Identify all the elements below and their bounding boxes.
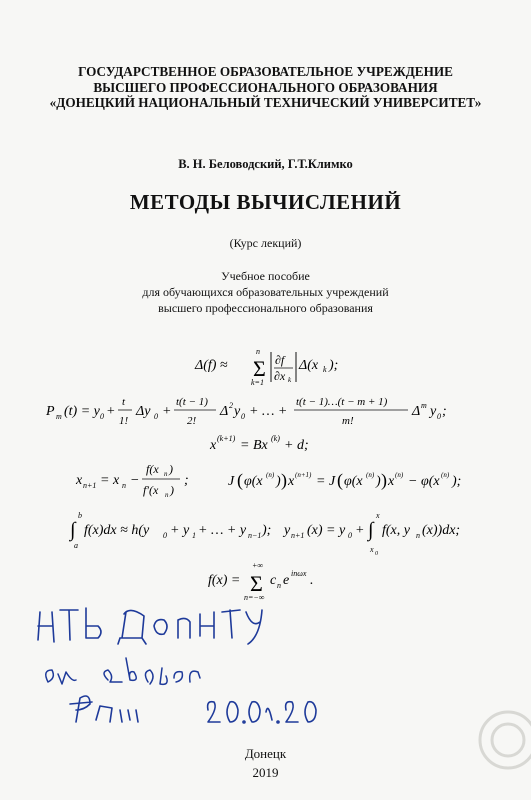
svg-text:x: x	[76, 473, 83, 488]
svg-text:f(x) =: f(x) =	[208, 573, 241, 588]
svg-text:P: P	[46, 404, 55, 419]
svg-text:(n+1): (n+1)	[295, 471, 312, 479]
svg-text:y: y	[284, 523, 291, 538]
svg-text:a: a	[74, 541, 78, 550]
svg-text:2!: 2!	[187, 415, 197, 427]
publication-year: 2019	[252, 765, 279, 780]
svg-text:k=1: k=1	[251, 378, 264, 387]
svg-text:n+1: n+1	[291, 531, 305, 540]
svg-text:n: n	[164, 470, 168, 478]
institution-line-1: ГОСУДАРСТВЕННОЕ ОБРАЗОВАТЕЛЬНОЕ УЧРЕЖДЕНИЕ	[78, 64, 453, 79]
svg-text:n: n	[277, 581, 281, 590]
publication-place: Донецк	[244, 746, 287, 761]
svg-text:y: y	[234, 404, 241, 419]
svg-text:0: 0	[437, 412, 441, 421]
svg-text:0: 0	[241, 412, 245, 421]
svg-text:t(t − 1): t(t − 1)	[176, 396, 208, 408]
authors: В. Н. Беловодский, Г.Т.Климко	[178, 157, 353, 171]
svg-text:(n): (n)	[266, 471, 275, 479]
handwritten-inscription	[30, 592, 330, 742]
svg-text:Σ: Σ	[250, 571, 263, 596]
svg-text:x: x	[370, 545, 374, 554]
svg-text:): )	[381, 470, 387, 490]
description-line-1: Учебное пособие	[221, 269, 310, 283]
svg-text:(n): (n)	[441, 471, 450, 479]
svg-text:(k+1): (k+1)	[217, 434, 236, 443]
svg-text:0: 0	[348, 531, 352, 540]
svg-text:;: ;	[442, 404, 447, 419]
svg-text:n: n	[165, 491, 169, 499]
svg-text:0: 0	[100, 412, 104, 421]
svg-text:(x))dx;: (x))dx;	[422, 523, 461, 538]
subtitle: (Курс лекций)	[229, 236, 302, 250]
svg-text:(: (	[337, 470, 343, 490]
svg-text:): )	[281, 470, 287, 490]
svg-text:n−1: n−1	[248, 531, 262, 540]
svg-text:−: −	[130, 473, 140, 488]
svg-text:x: x	[376, 511, 380, 520]
svg-text:(n): (n)	[366, 471, 375, 479]
svg-text:1!: 1!	[119, 415, 129, 427]
svg-text:(t) = y: (t) = y	[64, 404, 100, 419]
svg-text:+ … +: + … +	[249, 404, 288, 419]
svg-text:m!: m!	[342, 415, 354, 427]
svg-text:(: (	[237, 470, 243, 490]
svg-text:inωx: inωx	[291, 569, 307, 578]
svg-text:НТБ ДонНТУ: НТБ ДонНТУ	[30, 592, 36, 593]
svg-text:+ … + y: + … + y	[198, 523, 247, 538]
svg-text:Δ: Δ	[220, 404, 229, 419]
svg-text:− φ(x: − φ(x	[408, 474, 440, 489]
svg-text:x: x	[210, 438, 217, 453]
svg-text:1: 1	[192, 531, 196, 540]
svg-text:f(x, y: f(x, y	[382, 523, 410, 538]
svg-text:n=−∞: n=−∞	[244, 593, 265, 602]
svg-text:+: +	[355, 523, 365, 538]
svg-text:e: e	[283, 573, 290, 588]
svg-text:b: b	[78, 511, 82, 520]
svg-text:= J: = J	[316, 474, 336, 489]
svg-text:x: x	[388, 474, 395, 489]
svg-text:∂x: ∂x	[274, 369, 286, 383]
svg-text:∂f: ∂f	[275, 353, 285, 367]
svg-text:+ y: + y	[170, 523, 190, 538]
svg-text:);: );	[262, 523, 272, 538]
svg-text:(n): (n)	[395, 471, 404, 479]
svg-text:c: c	[270, 573, 277, 588]
svg-text:n+1: n+1	[83, 481, 97, 490]
svg-text:0: 0	[163, 531, 167, 540]
description	[0, 268, 531, 316]
svg-text:);: );	[329, 358, 339, 373]
institution-header	[0, 64, 531, 111]
svg-text:x: x	[288, 474, 295, 489]
svg-text:Δ(x: Δ(x	[299, 358, 319, 373]
svg-text:): )	[169, 462, 173, 476]
formula-newton-method	[76, 460, 206, 504]
svg-text:φ(x: φ(x	[344, 474, 363, 489]
svg-text:φ(x: φ(x	[244, 474, 263, 489]
svg-text:t(t − 1)…(t − m + 1): t(t − 1)…(t − m + 1)	[296, 396, 388, 408]
svg-text:);: );	[452, 474, 462, 489]
svg-text:Δ: Δ	[412, 404, 421, 419]
svg-text:Δ(f) ≈: Δ(f) ≈	[195, 358, 228, 373]
book-title: МЕТОДЫ ВЫЧИСЛЕНИЙ	[129, 190, 402, 214]
formula-rectangle-rule	[70, 508, 270, 552]
svg-text:m: m	[56, 412, 62, 421]
svg-text:+∞: +∞	[252, 561, 264, 570]
svg-text:): )	[170, 483, 174, 497]
svg-text:k: k	[288, 376, 292, 384]
svg-text:): )	[376, 474, 381, 489]
svg-text:f(x)dx ≈ h(y: f(x)dx ≈ h(y	[84, 523, 150, 538]
formula-newton-system	[228, 466, 468, 496]
svg-text:∫: ∫	[70, 519, 76, 541]
svg-text:n: n	[122, 481, 126, 490]
formula-error-estimate	[195, 340, 355, 390]
svg-text:+: +	[162, 404, 172, 419]
svg-text:): )	[276, 474, 281, 489]
svg-text:0: 0	[375, 551, 378, 557]
svg-text:.: .	[310, 573, 314, 588]
svg-text:n: n	[416, 531, 420, 540]
svg-text:t: t	[122, 396, 126, 408]
svg-text:J: J	[228, 474, 235, 489]
svg-text:y: y	[430, 404, 437, 419]
svg-text:f′(x: f′(x	[143, 483, 159, 497]
svg-text:= Bx: = Bx	[240, 438, 268, 453]
svg-text:= x: = x	[100, 473, 120, 488]
svg-text:n: n	[256, 347, 260, 356]
svg-text:k: k	[323, 365, 327, 374]
svg-text:2: 2	[229, 401, 233, 410]
institution-line-2: ВЫСШЕГО ПРОФЕССИОНАЛЬНОГО ОБРАЗОВАНИЯ	[93, 79, 438, 95]
svg-text:∫: ∫	[368, 519, 374, 541]
svg-text:+: +	[106, 404, 116, 419]
svg-text:f(x: f(x	[146, 462, 159, 476]
svg-text:0: 0	[154, 412, 158, 421]
institution-line-3: «ДОНЕЦКИЙ НАЦИОНАЛЬНЫЙ ТЕХНИЧЕСКИЙ УНИВЕРСИТЕТ»	[49, 95, 482, 110]
svg-text:+ d;: + d;	[284, 438, 309, 453]
description-line-3: высшего профессионального образования	[158, 301, 373, 315]
svg-text:Σ: Σ	[253, 356, 266, 381]
formula-iteration	[210, 430, 330, 456]
formula-newton-interpolation	[46, 392, 486, 434]
svg-text:;: ;	[184, 473, 189, 488]
svg-text:(x) = y: (x) = y	[307, 523, 346, 538]
svg-text:(k): (k)	[271, 434, 280, 443]
description-line-2: для обучающихся образовательных учреждений	[142, 285, 389, 299]
svg-text:m: m	[421, 401, 427, 410]
svg-text:Δy: Δy	[136, 404, 151, 419]
formula-picard-iteration	[284, 508, 474, 558]
